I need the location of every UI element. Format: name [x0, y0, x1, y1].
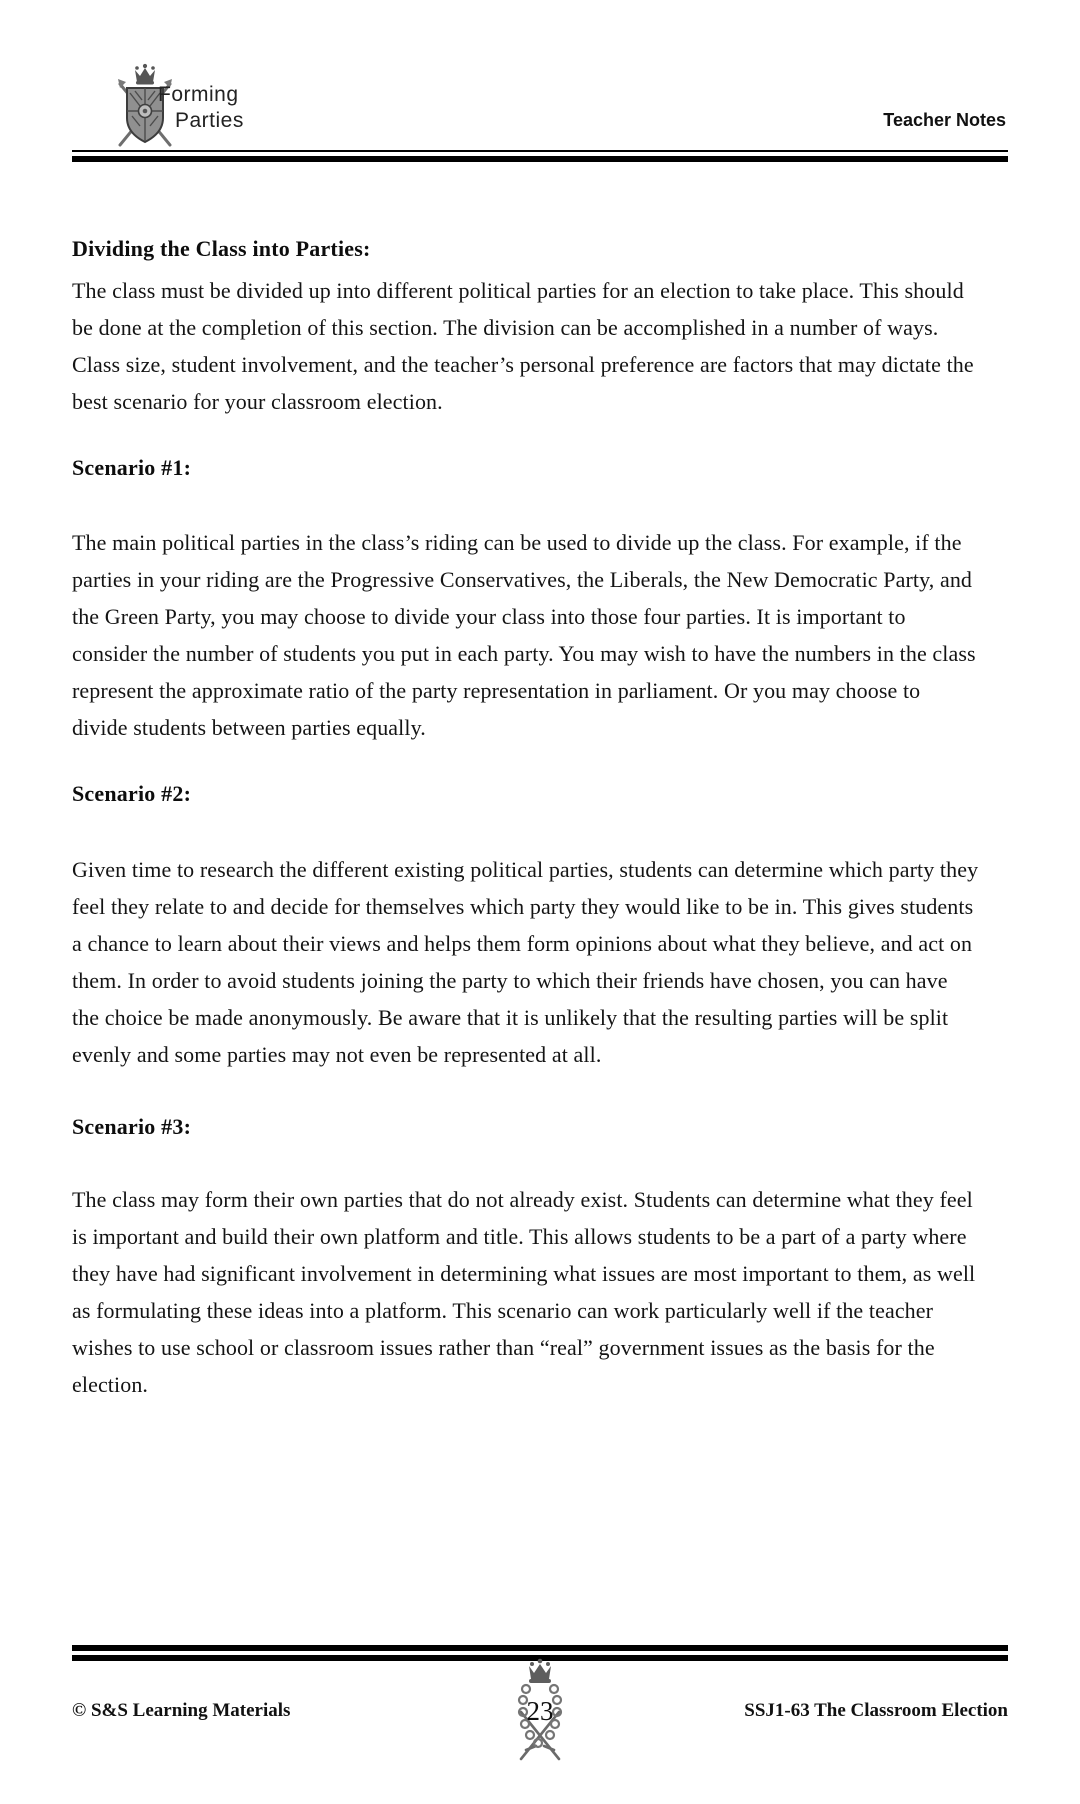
- section-heading-scenario-3: Scenario #3:: [72, 1114, 192, 1139]
- header-rule-thick: [72, 156, 1008, 162]
- header-right-label: Teacher Notes: [883, 110, 1006, 130]
- logo-title-line2: Parties: [175, 109, 244, 132]
- logo-title-line1: Forming: [158, 83, 239, 106]
- section-text-scenario-2: Given time to research the different existing political parties, students can determine which party they feel they relate to and decide for themselves which party they would like to be in. This gives students a chance to learn about their views and helps them form opinions about what they believe, and act on them. In order to avoid students joining the party to which their friends have chosen, you can have the choice be made anonymously. Be aware that it is unlikely that the resulting parties will be split evenly and some parties may not even be represented at all.: [72, 857, 979, 1067]
- footer-rule-top: [72, 1645, 1008, 1651]
- footer-copyright: © S&S Learning Materials: [72, 1700, 291, 1721]
- section-text-scenario-3: The class may form their own parties that do not already exist. Students can determine what they feel is important and build their own platform and title. This allows students to be a part of a party where they have had significant involvement in determining what issues are most important to them, as well as formulating these ideas into a platform. This scenario can work particularly well if the teacher wishes to use school or classroom issues rather than “real” government issues as the basis for the election.: [72, 1187, 976, 1397]
- section-heading-scenario-2: Scenario #2:: [72, 781, 192, 806]
- logo-title: [158, 82, 244, 134]
- header-rule-thin: [72, 150, 1008, 152]
- page-number: 23: [526, 1696, 554, 1726]
- footer-product-code: SSJ1-63 The Classroom Election: [744, 1700, 1008, 1721]
- section-text-scenario-1: The main political parties in the class’s riding can be used to divide up the class. For example, if the parties in your riding are the Progressive Conservatives, the Liberals, the New Democratic Party, and the Green Party, you may choose to divide your class into those four parties. It is important to consider the number of students you put in each party. You may wish to have the numbers in the class represent the approximate ratio of the party representation in parliament. Or you may choose to divide students between parties equally.: [72, 530, 976, 740]
- section-heading-dividing: Dividing the Class into Parties:: [72, 236, 371, 261]
- section-text-dividing: The class must be divided up into different political parties for an election to take place. This should be done at the completion of this section. The division can be accomplished in a number of ways. Class size, student involvement, and the teacher’s personal preference are factors that may dictate the best scenario for your classroom election.: [72, 278, 974, 414]
- section-heading-scenario-1: Scenario #1:: [72, 455, 192, 480]
- page-number-crest-icon: [498, 1656, 582, 1774]
